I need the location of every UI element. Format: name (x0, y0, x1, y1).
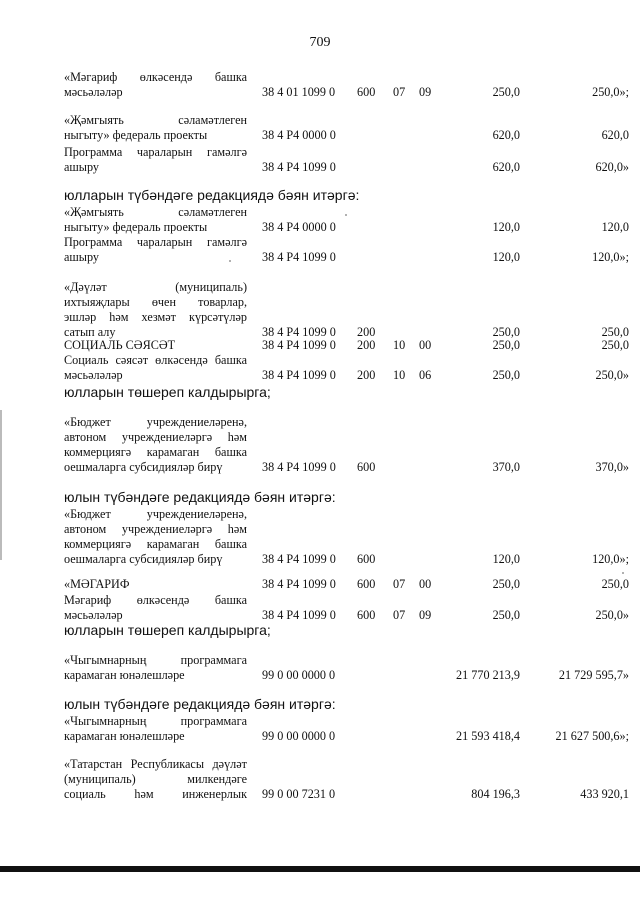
amount-year-2: 120,0»; (592, 552, 629, 566)
row-description: Социаль сәясәт өлкәсендә башка (64, 353, 247, 367)
amount-year-1: 620,0 (492, 160, 520, 174)
scan-speck (229, 260, 231, 262)
target-code: 38 4 Р4 0000 0 (262, 220, 336, 234)
row-description: социаль һәм инженерлык (64, 787, 247, 801)
row-description: мәсьәләләр (64, 368, 123, 382)
row-description: «Дәүләт (муниципаль) (64, 280, 247, 294)
expense-type: 200 (357, 325, 376, 339)
amount-year-2: 120,0»; (592, 250, 629, 264)
expense-type: 600 (357, 85, 376, 99)
target-code: 99 0 00 0000 0 (262, 668, 336, 682)
amount-year-2: 620,0 (601, 128, 629, 142)
scan-speck (622, 572, 624, 574)
amount-year-1: 804 196,3 (471, 787, 520, 801)
target-code: 38 4 Р4 1099 0 (262, 160, 336, 174)
edit-instruction: юлын түбәндәге редакциядә бәян итәргә: (64, 696, 336, 712)
scan-edge-mark (0, 410, 2, 560)
row-description: карамаган юнәлешләре (64, 729, 185, 743)
edit-instruction: юлларын төшереп калдырырга; (64, 384, 271, 400)
edit-instruction: юлларын түбәндәге редакциядә бәян итәргә: (64, 187, 360, 203)
row-description: ашыру (64, 250, 100, 264)
edit-instruction: юлларын төшереп калдырырга; (64, 622, 271, 638)
edit-instruction: юлын түбәндәге редакциядә бәян итәргә: (64, 489, 336, 505)
row-description: оешмаларга субсидияләр бирү (64, 552, 223, 566)
target-code: 38 4 01 1099 0 (262, 85, 336, 99)
amount-year-2: 21 729 595,7» (558, 668, 629, 682)
row-description: ныгыту» федераль проекты (64, 128, 208, 142)
amount-year-1: 370,0 (492, 460, 520, 474)
amount-year-1: 250,0 (492, 577, 520, 591)
row-description: сатып алу (64, 325, 116, 339)
amount-year-2: 250,0»; (592, 85, 629, 99)
row-description: «Мәгариф өлкәсендә башка (64, 70, 247, 84)
amount-year-1: 250,0 (492, 85, 520, 99)
row-description: Мәгариф өлкәсендә башка (64, 593, 247, 607)
expense-type: 200 (357, 338, 376, 352)
target-code: 99 0 00 7231 0 (262, 787, 336, 801)
scan-bottom-border (0, 866, 640, 872)
row-description: ашыру (64, 160, 100, 174)
row-description: эшләр һәм хезмәт күрсәтүләр (64, 310, 247, 324)
subsection-code: 06 (419, 368, 432, 382)
amount-year-1: 120,0 (492, 220, 520, 234)
amount-year-2: 250,0 (601, 325, 629, 339)
row-description: «Бюджет учреждениеләренә, (64, 507, 247, 521)
amount-year-2: 250,0» (595, 368, 629, 382)
section-code: 10 (393, 338, 406, 352)
expense-type: 200 (357, 368, 376, 382)
amount-year-2: 370,0» (595, 460, 629, 474)
target-code: 38 4 Р4 1099 0 (262, 552, 336, 566)
target-code: 38 4 Р4 1099 0 (262, 325, 336, 339)
target-code: 38 4 Р4 1099 0 (262, 460, 336, 474)
subsection-code: 09 (419, 85, 432, 99)
amount-year-2: 433 920,1 (580, 787, 629, 801)
amount-year-1: 620,0 (492, 128, 520, 142)
target-code: 38 4 Р4 1099 0 (262, 338, 336, 352)
row-description: «Җәмгыять сәламәтлеген (64, 205, 247, 219)
row-description: карамаган юнәлешләре (64, 668, 185, 682)
subsection-code: 00 (419, 577, 432, 591)
section-code: 07 (393, 608, 406, 622)
amount-year-2: 250,0 (601, 577, 629, 591)
row-description: мәсьәләләр (64, 608, 123, 622)
row-description: оешмаларга субсидияләр бирү (64, 460, 223, 474)
amount-year-1: 21 770 213,9 (456, 668, 520, 682)
row-description: мәсьәләләр (64, 85, 123, 99)
row-description: ихтыяҗлары өчен товарлар, (64, 295, 247, 309)
section-code: 10 (393, 368, 406, 382)
expense-type: 600 (357, 552, 376, 566)
amount-year-1: 21 593 418,4 (456, 729, 520, 743)
row-description: «Чыгымнарның программага (64, 653, 247, 667)
row-description: (муниципаль) милкендәге (64, 772, 247, 786)
row-description: «Чыгымнарның программага (64, 714, 247, 728)
row-description: Программа чараларын гамәлгә (64, 235, 247, 249)
row-description: автоном учреждениеләргә һәм (64, 522, 247, 536)
amount-year-2: 120,0 (601, 220, 629, 234)
target-code: 38 4 Р4 1099 0 (262, 577, 336, 591)
amount-year-1: 250,0 (492, 368, 520, 382)
row-description: СОЦИАЛЬ СӘЯСӘТ (64, 338, 176, 352)
amount-year-2: 250,0 (601, 338, 629, 352)
amount-year-1: 250,0 (492, 338, 520, 352)
row-description: коммерциягә карамаган башка (64, 537, 247, 551)
expense-type: 600 (357, 460, 376, 474)
amount-year-1: 250,0 (492, 325, 520, 339)
page-number: 709 (309, 35, 331, 50)
row-description: Программа чараларын гамәлгә (64, 145, 247, 159)
amount-year-1: 250,0 (492, 608, 520, 622)
row-description: ныгыту» федераль проекты (64, 220, 208, 234)
target-code: 38 4 Р4 1099 0 (262, 608, 336, 622)
amount-year-1: 120,0 (492, 552, 520, 566)
row-description: коммерциягә карамаган башка (64, 445, 247, 459)
amount-year-2: 21 627 500,6»; (555, 729, 629, 743)
row-description: «Бюджет учреждениеләренә, (64, 415, 247, 429)
subsection-code: 00 (419, 338, 432, 352)
expense-type: 600 (357, 608, 376, 622)
row-description: «МӘГАРИФ (64, 577, 130, 591)
amount-year-1: 120,0 (492, 250, 520, 264)
section-code: 07 (393, 85, 406, 99)
scan-speck (345, 214, 347, 216)
target-code: 38 4 Р4 1099 0 (262, 250, 336, 264)
amount-year-2: 620,0» (595, 160, 629, 174)
row-description: «Татарстан Республикасы дәүләт (64, 757, 247, 771)
expense-type: 600 (357, 577, 376, 591)
target-code: 38 4 Р4 1099 0 (262, 368, 336, 382)
section-code: 07 (393, 577, 406, 591)
target-code: 38 4 Р4 0000 0 (262, 128, 336, 142)
subsection-code: 09 (419, 608, 432, 622)
target-code: 99 0 00 0000 0 (262, 729, 336, 743)
row-description: «Җәмгыять сәламәтлеген (64, 113, 247, 127)
amount-year-2: 250,0» (595, 608, 629, 622)
row-description: автоном учреждениеләргә һәм (64, 430, 247, 444)
